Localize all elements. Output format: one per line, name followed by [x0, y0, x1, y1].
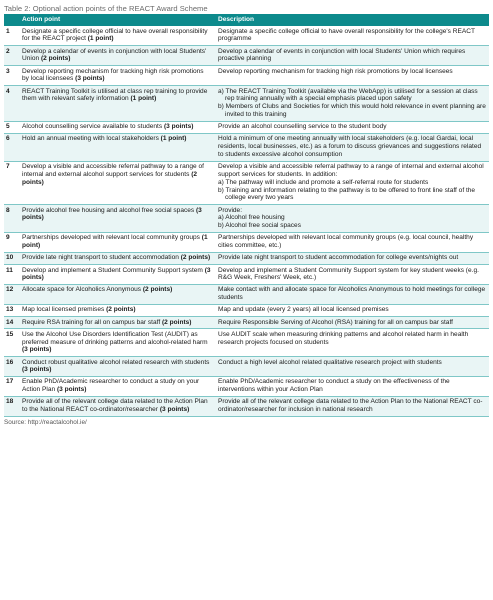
description-list-item: b) Alcohol free social spaces [218, 222, 301, 230]
action-point-cell [19, 316, 215, 328]
action-point-cell [19, 356, 215, 376]
description-cell [215, 329, 489, 357]
action-point-text: REACT Training Toolkit is utilised at class rep training to provide them with relevant safety information [22, 87, 208, 103]
description-cell [215, 356, 489, 376]
action-point-cell [19, 304, 215, 316]
table-body [4, 26, 489, 416]
action-point-text: Map local licensed premises [22, 306, 105, 314]
header-description: Description [215, 14, 489, 26]
action-point-cell [19, 85, 215, 121]
description-cell [215, 304, 489, 316]
description-cell [215, 316, 489, 328]
action-point-text: Alcohol counselling service available to students [22, 123, 163, 131]
table-row [4, 252, 489, 264]
table-row [4, 376, 489, 396]
action-points-table [4, 14, 489, 417]
action-point-text: Provide alcohol free housing and alcohol free social spaces [22, 206, 195, 214]
description-cell [215, 26, 489, 45]
points-value: (1 point) [87, 35, 114, 43]
table-row [4, 85, 489, 121]
description-cell [215, 252, 489, 264]
source-note: Source: http://reactalcohol.ie/ [4, 418, 87, 426]
row-number: 14 [4, 316, 19, 328]
table-row [4, 133, 489, 161]
description-text: Make contact with and allocate space for Alcoholics Anonymous to hold meetings for college students [218, 286, 486, 302]
table-row [4, 232, 489, 252]
action-point-text: Develop a visible and accessible referral pathway to a range of internal and external alcohol support services for students [22, 163, 204, 178]
table-row [4, 304, 489, 316]
action-point-text: Provide late night transport to student accommodation [22, 254, 179, 262]
description-text: Enable PhD/Academic researcher to conduct a study on the effectiveness of the interventions within your Action Plan [218, 378, 450, 394]
action-point-cell [19, 376, 215, 396]
row-number: 2 [4, 45, 19, 65]
description-text: Hold a minimum of one meeting annually with local stakeholders (e.g. local Gardai, local residents, local businesses, etc.) as a forum to discuss grievances and suggestions related to students excessive alcohol consumption [218, 135, 482, 158]
points-value: (2 points) [180, 254, 211, 262]
action-point-text: Hold an annual meeting with local stakeholders [22, 135, 159, 143]
description-list-item: b) Members of Clubs and Societies for which this would hold relevance in event planning are invited to this training [218, 103, 486, 119]
table-caption: Table 2: Optional action points of the REACT Award Scheme [4, 4, 208, 13]
action-point-cell [19, 264, 215, 284]
row-number: 10 [4, 252, 19, 264]
action-point-text: Develop reporting mechanism for tracking high risk promotions by local licensees [22, 67, 204, 83]
header-row [4, 14, 489, 26]
description-list-item: a) The REACT Training Toolkit (available via the WebApp) is utilised for a session at class rep training annually with a special emphasis placed upon safety [218, 87, 478, 103]
description-text: Designate a specific college official to have overall responsibility for the college's REACT programme [218, 27, 475, 43]
table-row [4, 396, 489, 416]
action-point-cell [19, 161, 215, 205]
points-value: (1 point) [160, 135, 187, 143]
table-row [4, 205, 489, 233]
action-point-cell [19, 329, 215, 357]
action-point-cell [19, 252, 215, 264]
description-text: Provide: [218, 206, 243, 214]
table-header [4, 14, 489, 26]
points-value: (3 points) [75, 75, 105, 83]
points-value: (3 points) [22, 366, 52, 374]
row-number: 7 [4, 161, 19, 205]
action-point-cell [19, 232, 215, 252]
row-number: 15 [4, 329, 19, 357]
description-cell [215, 45, 489, 65]
table-row [4, 356, 489, 376]
row-number: 6 [4, 133, 19, 161]
table-row [4, 45, 489, 65]
table-row [4, 161, 489, 205]
action-point-text: Enable PhD/Academic researcher to conduct a study on your Action Plan [22, 378, 200, 394]
points-value: (1 point) [22, 234, 208, 250]
description-text: Use AUDIT scale when measuring drinking patterns and alcohol related harm in health research projects focused on students [218, 330, 469, 346]
description-cell [215, 161, 489, 205]
action-point-cell [19, 45, 215, 65]
action-point-text: Use the Alcohol Use Disorders Identification Test (AUDIT) as preferred measure of drinking patterns and alcohol-related harm [22, 330, 208, 346]
header-action-point: Action point [19, 14, 215, 26]
description-text: Map and update (every 2 years) all local licensed premises [218, 306, 389, 314]
description-text: Require Responsible Serving of Alcohol (RSA) training for all on campus bar staff [218, 318, 453, 326]
row-number: 12 [4, 284, 19, 304]
points-value: (2 points) [22, 170, 198, 186]
row-number: 9 [4, 232, 19, 252]
points-value: (3 points) [159, 406, 190, 414]
description-text: Provide an alcohol counselling service to the student body [218, 123, 387, 131]
description-text: Provide late night transport to student accommodation for college events/nights out [218, 254, 459, 262]
description-cell [215, 264, 489, 284]
points-value: (3 points) [22, 266, 211, 282]
table-row [4, 329, 489, 357]
table-row [4, 284, 489, 304]
table-row [4, 316, 489, 328]
description-cell [215, 65, 489, 85]
row-number: 3 [4, 65, 19, 85]
points-value: (3 points) [56, 386, 87, 394]
description-text: Develop a visible and accessible referral pathway to a range of internal and external alcohol support services for students. In addition: [218, 163, 484, 178]
action-point-text: Designate a specific college official to have overall responsibility for the REACT project [22, 27, 208, 43]
table-row [4, 65, 489, 85]
row-number: 11 [4, 264, 19, 284]
row-number: 16 [4, 356, 19, 376]
description-list-item: a) The pathway will include and promote a self-referral route for students [218, 178, 429, 186]
description-cell [215, 205, 489, 233]
points-value: (2 points) [162, 318, 192, 326]
action-point-cell [19, 396, 215, 416]
description-text: Develop reporting mechanism for tracking high risk promotions by local licensees [218, 67, 453, 75]
description-cell [215, 376, 489, 396]
description-list-item: b) Training and information relating to the pathway is to be offered to front line staff of the college every two years [218, 186, 476, 202]
table-row [4, 26, 489, 45]
description-cell [215, 396, 489, 416]
row-number: 4 [4, 85, 19, 121]
row-number: 5 [4, 121, 19, 133]
action-point-cell [19, 121, 215, 133]
action-point-text: Allocate space for Alcoholics Anonymous [22, 286, 142, 294]
table-row [4, 121, 489, 133]
row-number: 17 [4, 376, 19, 396]
description-cell [215, 121, 489, 133]
table-row [4, 264, 489, 284]
action-point-text: Provide all of the relevant college data related to the Action Plan to the National REACT co-ordinator/researcher [22, 398, 208, 414]
points-value: (2 points) [106, 306, 136, 314]
header-number [4, 14, 19, 26]
description-list-item: a) Alcohol free housing [218, 214, 285, 222]
row-number: 1 [4, 26, 19, 45]
description-text: Partnerships developed with relevant local community groups (e.g. local council, healthy cities committee, etc.) [218, 234, 474, 250]
description-cell [215, 284, 489, 304]
description-cell [215, 232, 489, 252]
description-text: Conduct a high level alcohol related qualitative research project with students [218, 358, 442, 366]
row-number: 8 [4, 205, 19, 233]
action-point-text: Conduct robust qualitative alcohol related research with students [22, 358, 210, 366]
action-point-cell [19, 26, 215, 45]
description-text: Develop a calendar of events in conjunction with local Students' Union which requires proactive planning [218, 47, 466, 63]
points-value: (2 points) [142, 286, 173, 294]
action-point-text: Require RSA training for all on campus bar staff [22, 318, 161, 326]
action-point-cell [19, 65, 215, 85]
action-point-text: Partnerships developed with relevant local community groups [22, 234, 200, 242]
description-cell [215, 133, 489, 161]
description-text: Provide all of the relevant college data related to the Action Plan to the National REACT co-ordinator/researcher for inclusion in national research [218, 398, 483, 414]
action-point-cell [19, 205, 215, 233]
points-value: (3 points) [163, 123, 194, 131]
points-value: (3 points) [22, 346, 52, 354]
row-number: 18 [4, 396, 19, 416]
action-point-text: Develop and implement a Student Community Support system [22, 266, 203, 274]
points-value: (1 point) [130, 95, 157, 103]
points-value: (2 points) [40, 55, 71, 63]
description-cell [215, 85, 489, 121]
row-number: 13 [4, 304, 19, 316]
action-point-text: Develop a calendar of events in conjunction with local Students' Union [22, 47, 207, 63]
action-point-cell [19, 133, 215, 161]
points-value: (3 points) [22, 206, 202, 222]
action-point-cell [19, 284, 215, 304]
description-text: Develop and implement a Student Community Support system for key student weeks (e.g. R&G Week, Freshers' Week, etc.) [218, 266, 479, 282]
